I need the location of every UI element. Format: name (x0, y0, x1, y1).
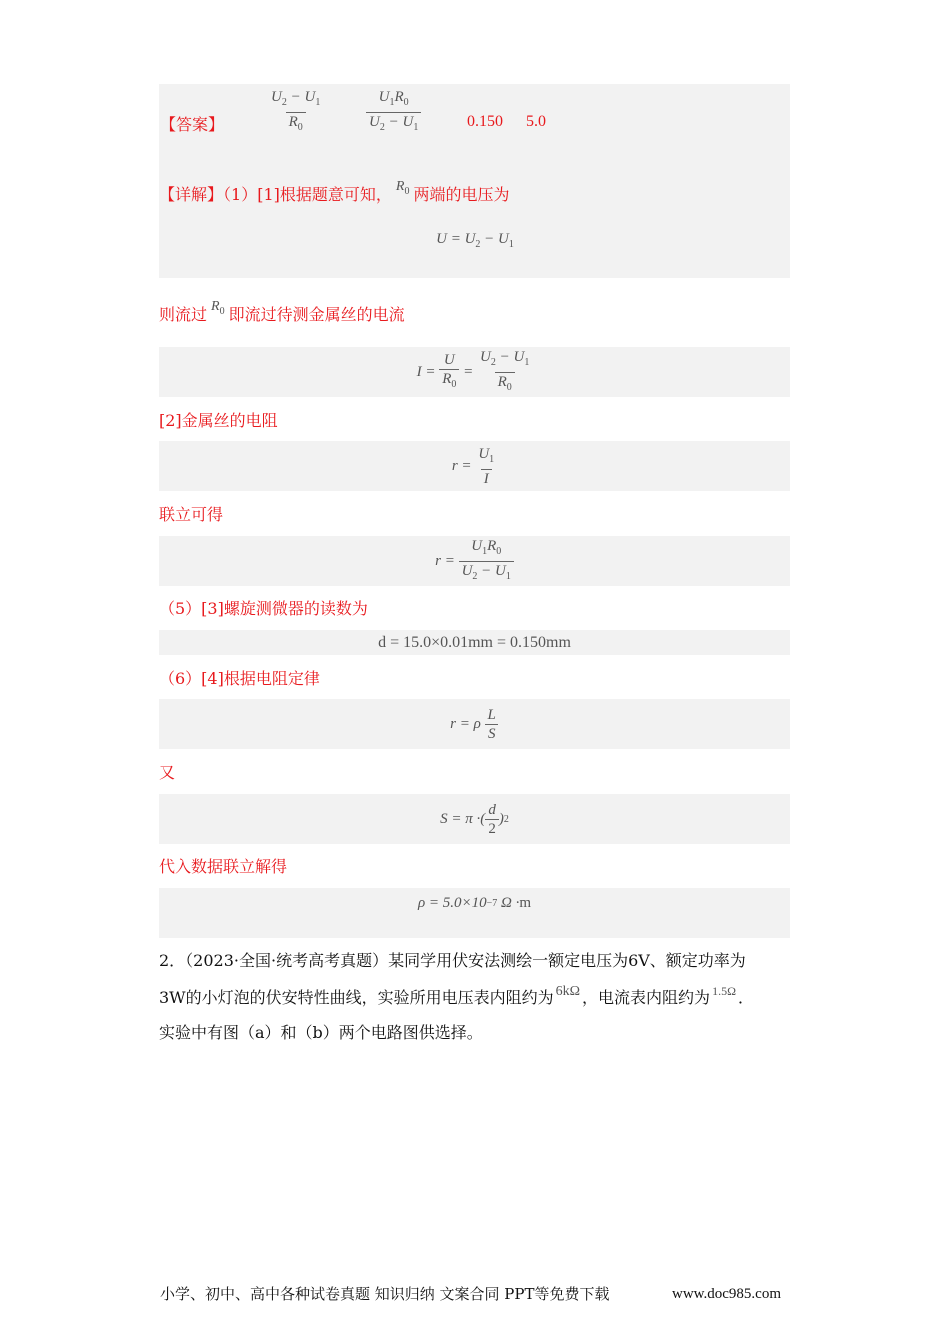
formula-rho: ρ = 5.0×10 −7 Ω · m (417, 894, 532, 911)
question-text-b: ，电流表内阻约为 (582, 988, 711, 1007)
formula-r: r = $\frac{U_1}{I}$ (451, 445, 495, 487)
combine-text: 联立可得 (159, 505, 224, 524)
answer-value-diameter: 0.150 (467, 113, 503, 130)
question-text-a: 3W的小灯泡的伏安特性曲线，实验所用电压表内阻约为 (159, 988, 554, 1007)
question-line-2 (159, 984, 754, 1011)
formula-law: r = ρ $\frac{L}{S}$ (159, 699, 790, 749)
substitute-text: 代入数据联立解得 (159, 857, 288, 876)
formula-r2-block (159, 536, 790, 586)
question-line-1: 2．（2023·全国·统考高考真题）某同学用伏安法测绘一额定电压为6V、额定功率为 (159, 951, 746, 970)
r0-symbol-2: $R_0$ (211, 299, 225, 317)
current-text-b: 即流过待测金属丝的电流 (228, 305, 405, 324)
formula-rho-block (159, 888, 790, 938)
answer-formula-1: $\frac{U_2 - U_1}{R_0}$ (268, 88, 323, 137)
formula-law-block (159, 699, 790, 749)
formula-s-block (159, 794, 790, 844)
detail-line (159, 179, 510, 213)
voltmeter-resistance: 6kΩ (555, 984, 581, 999)
micrometer-text: （5）[3]螺旋测微器的读数为 (159, 599, 368, 618)
answer-label: 【答案】 (160, 115, 225, 134)
formula-voltage: $U = U_2 - U_1$ (436, 231, 514, 250)
also-text: 又 (159, 763, 176, 782)
formula-d: d = 15.0×0.01mm = 0.150mm (378, 633, 571, 651)
detail-text-a: （1）[1]根据题意可知， (223, 185, 392, 204)
question-text-c: ． (737, 988, 754, 1007)
formula-current: I = $\frac{U}{R_0}$ = $\frac{U_2 - U_1}{R_0}$ (159, 347, 790, 397)
formula-rho-text: ρ = 5.0×10 (417, 894, 487, 911)
footer-right: www.doc985.com (672, 1286, 782, 1302)
footer-left: 小学、初中、高中各种试卷真题 知识归纳 文案合同 PPT等免费下载 (160, 1285, 610, 1303)
formula-current-block (159, 347, 790, 397)
formula-d-block (159, 630, 790, 655)
formula-s: S = π ·( $\frac{d}{2}$ ) 2 (440, 801, 509, 837)
ammeter-resistance: 1.5Ω (712, 984, 736, 998)
current-line (159, 299, 405, 333)
detail-text-b: 两端的电压为 (413, 185, 510, 204)
r0-symbol: $R_0$ (395, 179, 410, 197)
question-line-3: 实验中有图（a）和（b）两个电路图供选择。 (159, 1023, 483, 1042)
formula-r-block (159, 441, 790, 491)
formula-r2: r = $\frac{U_1R_0}{U_2 - U_1}$ (159, 536, 790, 586)
answer-formula-2: $\frac{U_1R_0}{U_2 - U_1}$ (366, 88, 421, 137)
detail-label: 【详解】 (159, 185, 224, 204)
resistance-text: [2]金属丝的电阻 (159, 411, 278, 430)
law-text: （6）[4]根据电阻定律 (159, 669, 320, 688)
answer-value-resistivity: 5.0 (526, 113, 546, 130)
current-text-a: 则流过 (159, 305, 208, 324)
